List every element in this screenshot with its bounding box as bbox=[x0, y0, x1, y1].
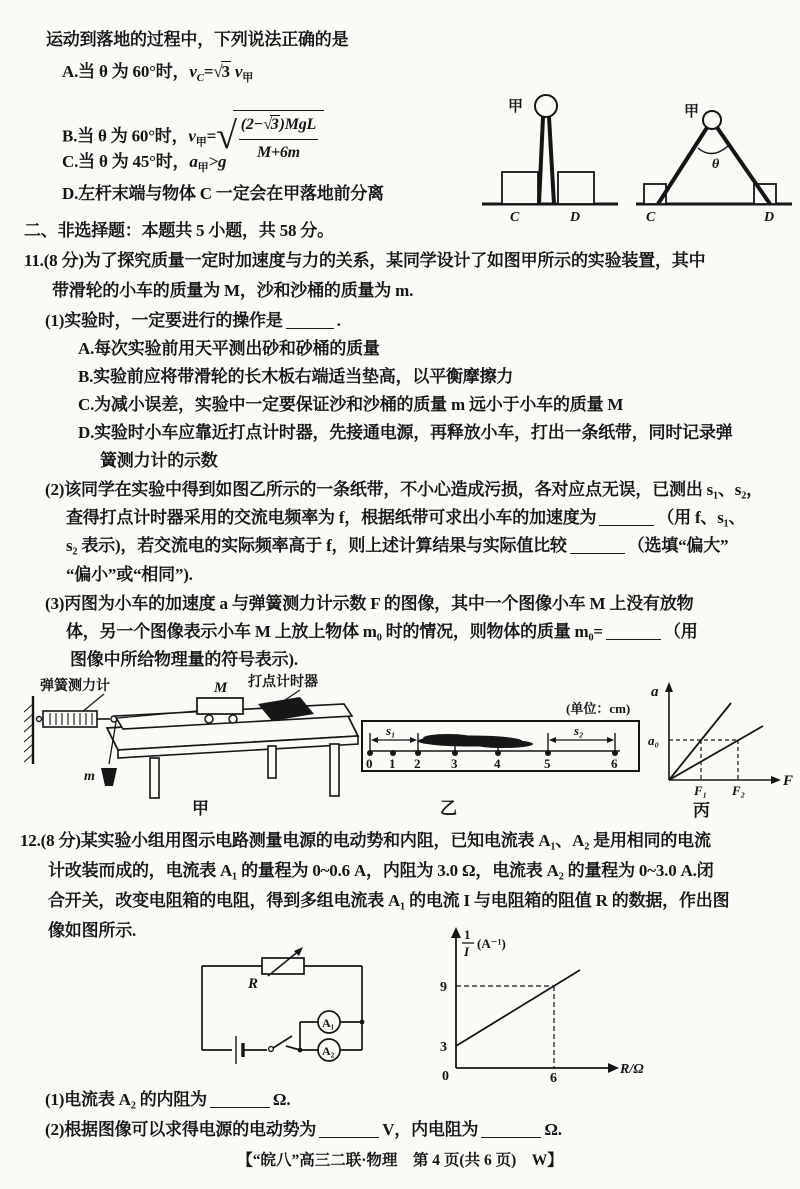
circuit-wires bbox=[202, 966, 362, 1050]
label-R: R bbox=[248, 976, 259, 992]
svg-text:I: I bbox=[464, 944, 470, 959]
label-M: M bbox=[214, 680, 228, 696]
sub-jia: 甲 bbox=[197, 162, 209, 174]
figure-circuit bbox=[182, 942, 382, 1077]
left-rod bbox=[658, 126, 708, 204]
page-footer: 【“皖八”高三二联·物理 第 4 页(共 6 页) W】 bbox=[237, 1152, 563, 1169]
q11-line2: 带滑轮的小车的质量为 M，沙和沙桶的质量为 m. bbox=[52, 281, 414, 300]
var-v: v bbox=[234, 62, 243, 81]
q11-part3-line2-tail: （用 bbox=[663, 622, 698, 641]
svg-text:1: 1 bbox=[389, 756, 396, 771]
sub-c: C bbox=[196, 72, 204, 84]
period: . bbox=[336, 311, 341, 330]
right-rod bbox=[549, 117, 554, 204]
svg-text:6: 6 bbox=[611, 756, 618, 771]
junction-dot bbox=[298, 1048, 303, 1053]
label-A2: A₂ bbox=[322, 1044, 335, 1058]
q12-line1: 12.(8 分)某实验小组用图示电路测量电源的电动势和内阻，已知电流表 A₁、A₂ 是用相同的电流 bbox=[20, 831, 711, 850]
cart bbox=[197, 698, 243, 714]
var-v: v bbox=[188, 126, 196, 146]
var-a: a bbox=[189, 152, 198, 171]
figure-tape bbox=[358, 695, 643, 783]
cart-wheel bbox=[229, 715, 237, 723]
label-theta: θ bbox=[712, 157, 720, 172]
y-axis-arrow bbox=[451, 927, 461, 938]
q11-part2-line4: “偏小”或“相同”). bbox=[66, 565, 193, 584]
q11-part2-line3-text: s₂ 表示)，若交流电的实际频率高于 f，则上述计算结果与实际值比较 bbox=[66, 536, 567, 555]
equals: = bbox=[203, 62, 214, 81]
q11-optB: B.实验前应将带滑轮的长木板右端适当垫高，以平衡摩擦力 bbox=[78, 367, 514, 386]
q11-optC: C.为减小误差，实验中一定要保证沙和沙桶的质量 m 远小于小车的质量 M bbox=[78, 395, 624, 414]
q12-part2 bbox=[45, 1118, 562, 1142]
answer-blank bbox=[319, 1122, 379, 1138]
svg-text:2: 2 bbox=[414, 756, 421, 771]
figure-IR-graph bbox=[420, 920, 644, 1086]
tick-6: 6 bbox=[550, 1071, 557, 1086]
radical-sign: √ bbox=[213, 62, 223, 81]
caption-jia: 甲 bbox=[192, 799, 209, 818]
q12-line4: 像如图所示. bbox=[48, 921, 137, 940]
label-a0: a₀ bbox=[648, 733, 660, 748]
radicand: 3 bbox=[221, 62, 230, 81]
q11-part1-text: (1)实验时，一定要进行的操作是 bbox=[45, 311, 283, 330]
svg-text:5: 5 bbox=[544, 756, 551, 771]
sub-jia: 甲 bbox=[242, 72, 254, 84]
wall-hatching bbox=[24, 704, 33, 762]
junction-dot bbox=[360, 1020, 365, 1025]
timer-label: 打点计时器 bbox=[248, 675, 318, 690]
radical-sign: √ bbox=[216, 114, 237, 157]
block-C bbox=[502, 172, 538, 204]
q11-part2-line2-tail: （用 f、s₁、 bbox=[657, 508, 746, 527]
section-header: 二、非选择题：本题共 5 小题，共 58 分。 bbox=[24, 221, 334, 240]
var-v: v bbox=[189, 62, 197, 81]
radical-sign: √ bbox=[263, 116, 272, 133]
answer-blank bbox=[210, 1092, 270, 1108]
sub-jia: 甲 bbox=[195, 136, 207, 149]
label-C: C bbox=[510, 210, 520, 225]
spring-scale-body bbox=[43, 711, 97, 727]
label-F: F bbox=[783, 773, 794, 789]
q11-part2-line3 bbox=[66, 534, 728, 558]
hook-ring bbox=[37, 717, 42, 722]
x-axis-arrow bbox=[771, 776, 781, 784]
q12-part2-unit: Ω. bbox=[544, 1120, 562, 1139]
q12-part2-text: (2)根据图像可以求得电源的电动势为 bbox=[45, 1120, 317, 1139]
x-axis-arrow bbox=[608, 1063, 619, 1073]
svg-text:4: 4 bbox=[494, 756, 501, 771]
y-axis-arrow bbox=[665, 682, 673, 692]
data-line bbox=[456, 970, 580, 1046]
q12-part1-text: (1)电流表 A₂ 的内阻为 bbox=[45, 1090, 207, 1109]
shallow-line bbox=[669, 726, 763, 780]
label-D: D bbox=[570, 210, 581, 225]
angle-arc bbox=[698, 146, 728, 154]
option-c-text: C.当 θ 为 45°时， bbox=[62, 152, 190, 171]
label-C: C bbox=[646, 210, 656, 225]
label-s1: s₁ bbox=[386, 723, 396, 738]
q11-line1: 11.(8 分)为了探究质量一定时加速度与力的关系，某同学设计了如图甲所示的实验装置，其中 bbox=[24, 251, 706, 270]
spring-scale-label: 弹簧测力计 bbox=[40, 679, 110, 694]
q12-part1-unit: Ω. bbox=[272, 1090, 291, 1109]
equals: = bbox=[206, 126, 217, 146]
option-a-text: A.当 θ 为 60°时， bbox=[62, 62, 190, 81]
num-part: (2− bbox=[240, 116, 264, 133]
option-b-text: B.当 θ 为 60°时， bbox=[62, 126, 189, 146]
ball-jia bbox=[703, 111, 721, 129]
answer-blank bbox=[599, 510, 654, 526]
q12-line3: 合开关，改变电阻箱的电阻，得到多组电流表 A₁ 的电流 I 与电阻箱的阻值 R 的数据，作出图 bbox=[48, 891, 730, 910]
right-rod bbox=[716, 126, 770, 204]
fraction-denominator: M+6m bbox=[256, 144, 300, 161]
table-leg bbox=[150, 758, 159, 798]
unit-label: (单位：cm) bbox=[566, 701, 631, 716]
radicand: 3 bbox=[270, 116, 279, 133]
tick-3: 3 bbox=[440, 1040, 447, 1055]
figure-aF-graph bbox=[645, 676, 800, 811]
svg-text:1: 1 bbox=[464, 927, 471, 942]
label-A1: A₁ bbox=[322, 1016, 335, 1030]
label-F2: F₂ bbox=[732, 783, 746, 798]
q11-optD-line2: 簧测力计的示数 bbox=[100, 451, 218, 470]
tick-9: 9 bbox=[440, 980, 447, 995]
figure-rods-vertical bbox=[478, 84, 623, 224]
q11-part3-line3: 图像中所给物理量的符号表示). bbox=[70, 650, 298, 669]
sand-bucket bbox=[101, 768, 117, 786]
q11-optD-line1: D.实验时小车应靠近打点计时器，先接通电源，再释放小车，打出一条纸带，同时记录弹 bbox=[78, 423, 733, 442]
y-axis-label bbox=[462, 927, 506, 959]
fraction bbox=[233, 110, 324, 165]
steep-line bbox=[669, 703, 731, 780]
q12-part2-mid: V，内电阻为 bbox=[382, 1120, 479, 1139]
option-a bbox=[62, 60, 253, 90]
prev-question-intro: 运动到落地的过程中，下列说法正确的是 bbox=[46, 30, 349, 49]
svg-text:3: 3 bbox=[451, 756, 458, 771]
q12-part1 bbox=[45, 1088, 290, 1112]
label-a: a bbox=[651, 684, 659, 700]
label-D: D bbox=[764, 210, 775, 225]
caption-yi: 乙 bbox=[440, 799, 457, 818]
label-F1: F₁ bbox=[694, 783, 708, 798]
caption-bing: 丙 bbox=[693, 801, 710, 820]
label-jia: 甲 bbox=[684, 104, 700, 120]
q11-part2-line2 bbox=[66, 506, 745, 530]
leader-line bbox=[82, 694, 104, 712]
option-c bbox=[62, 150, 226, 180]
figure-apparatus bbox=[12, 672, 362, 802]
label-m: m bbox=[84, 769, 95, 784]
svg-text:(A⁻¹): (A⁻¹) bbox=[477, 936, 506, 951]
figure-rods-angled bbox=[632, 96, 797, 224]
resistance-box bbox=[262, 958, 304, 974]
q11-part3-line1: (3)丙图为小车的加速度 a 与弹簧测力计示数 F 的图像，其中一个图像小车 M 上没有放物 bbox=[45, 594, 694, 613]
label-s2: s₂ bbox=[574, 723, 584, 738]
block-D bbox=[558, 172, 594, 204]
q12-line2: 计改装而成的，电流表 A₁ 的量程为 0~0.6 A，内阻为 3.0 Ω，电流表 A₂ 的量程为 0~3.0 A.闭 bbox=[48, 861, 714, 880]
left-rod bbox=[539, 117, 543, 204]
option-d: D.左杆末端与物体 C 一定会在甲落地前分离 bbox=[62, 184, 384, 203]
table-leg bbox=[268, 746, 276, 778]
q11-part1 bbox=[45, 309, 341, 333]
q11-part3-line2 bbox=[66, 620, 698, 644]
label-jia: 甲 bbox=[508, 99, 524, 115]
q11-optA: A.每次实验前用天平测出砂和砂桶的质量 bbox=[78, 339, 380, 358]
cart-wheel bbox=[205, 715, 213, 723]
table-leg bbox=[330, 744, 339, 796]
answer-blank bbox=[606, 624, 661, 640]
x-axis-label: R/Ω bbox=[620, 1062, 644, 1077]
answer-blank bbox=[481, 1122, 541, 1138]
ball-jia bbox=[535, 95, 557, 117]
q11-part3-line2-text: 体，另一个图像表示小车 M 上放上物体 m₀ 时的情况，则物体的质量 m₀= bbox=[66, 622, 603, 641]
q11-part2-line1: (2)该同学在实验中得到如图乙所示的一条纸带，不小心造成污损，各对应点无误，已测出 s₁、s₂， bbox=[45, 480, 763, 499]
fraction-numerator bbox=[239, 113, 318, 140]
tick-0: 0 bbox=[442, 1069, 449, 1084]
num-part: )MgL bbox=[279, 116, 317, 133]
inequality: >g bbox=[208, 152, 227, 171]
answer-blank bbox=[570, 538, 625, 554]
answer-blank bbox=[286, 313, 334, 329]
q11-part2-line3-tail: （选填“偏大” bbox=[627, 536, 729, 555]
svg-text:0: 0 bbox=[366, 756, 373, 771]
q11-part2-line2-text: 查得打点计时器采用的交流电频率为 f，根据纸带可求出小车的加速度为 bbox=[66, 508, 597, 527]
